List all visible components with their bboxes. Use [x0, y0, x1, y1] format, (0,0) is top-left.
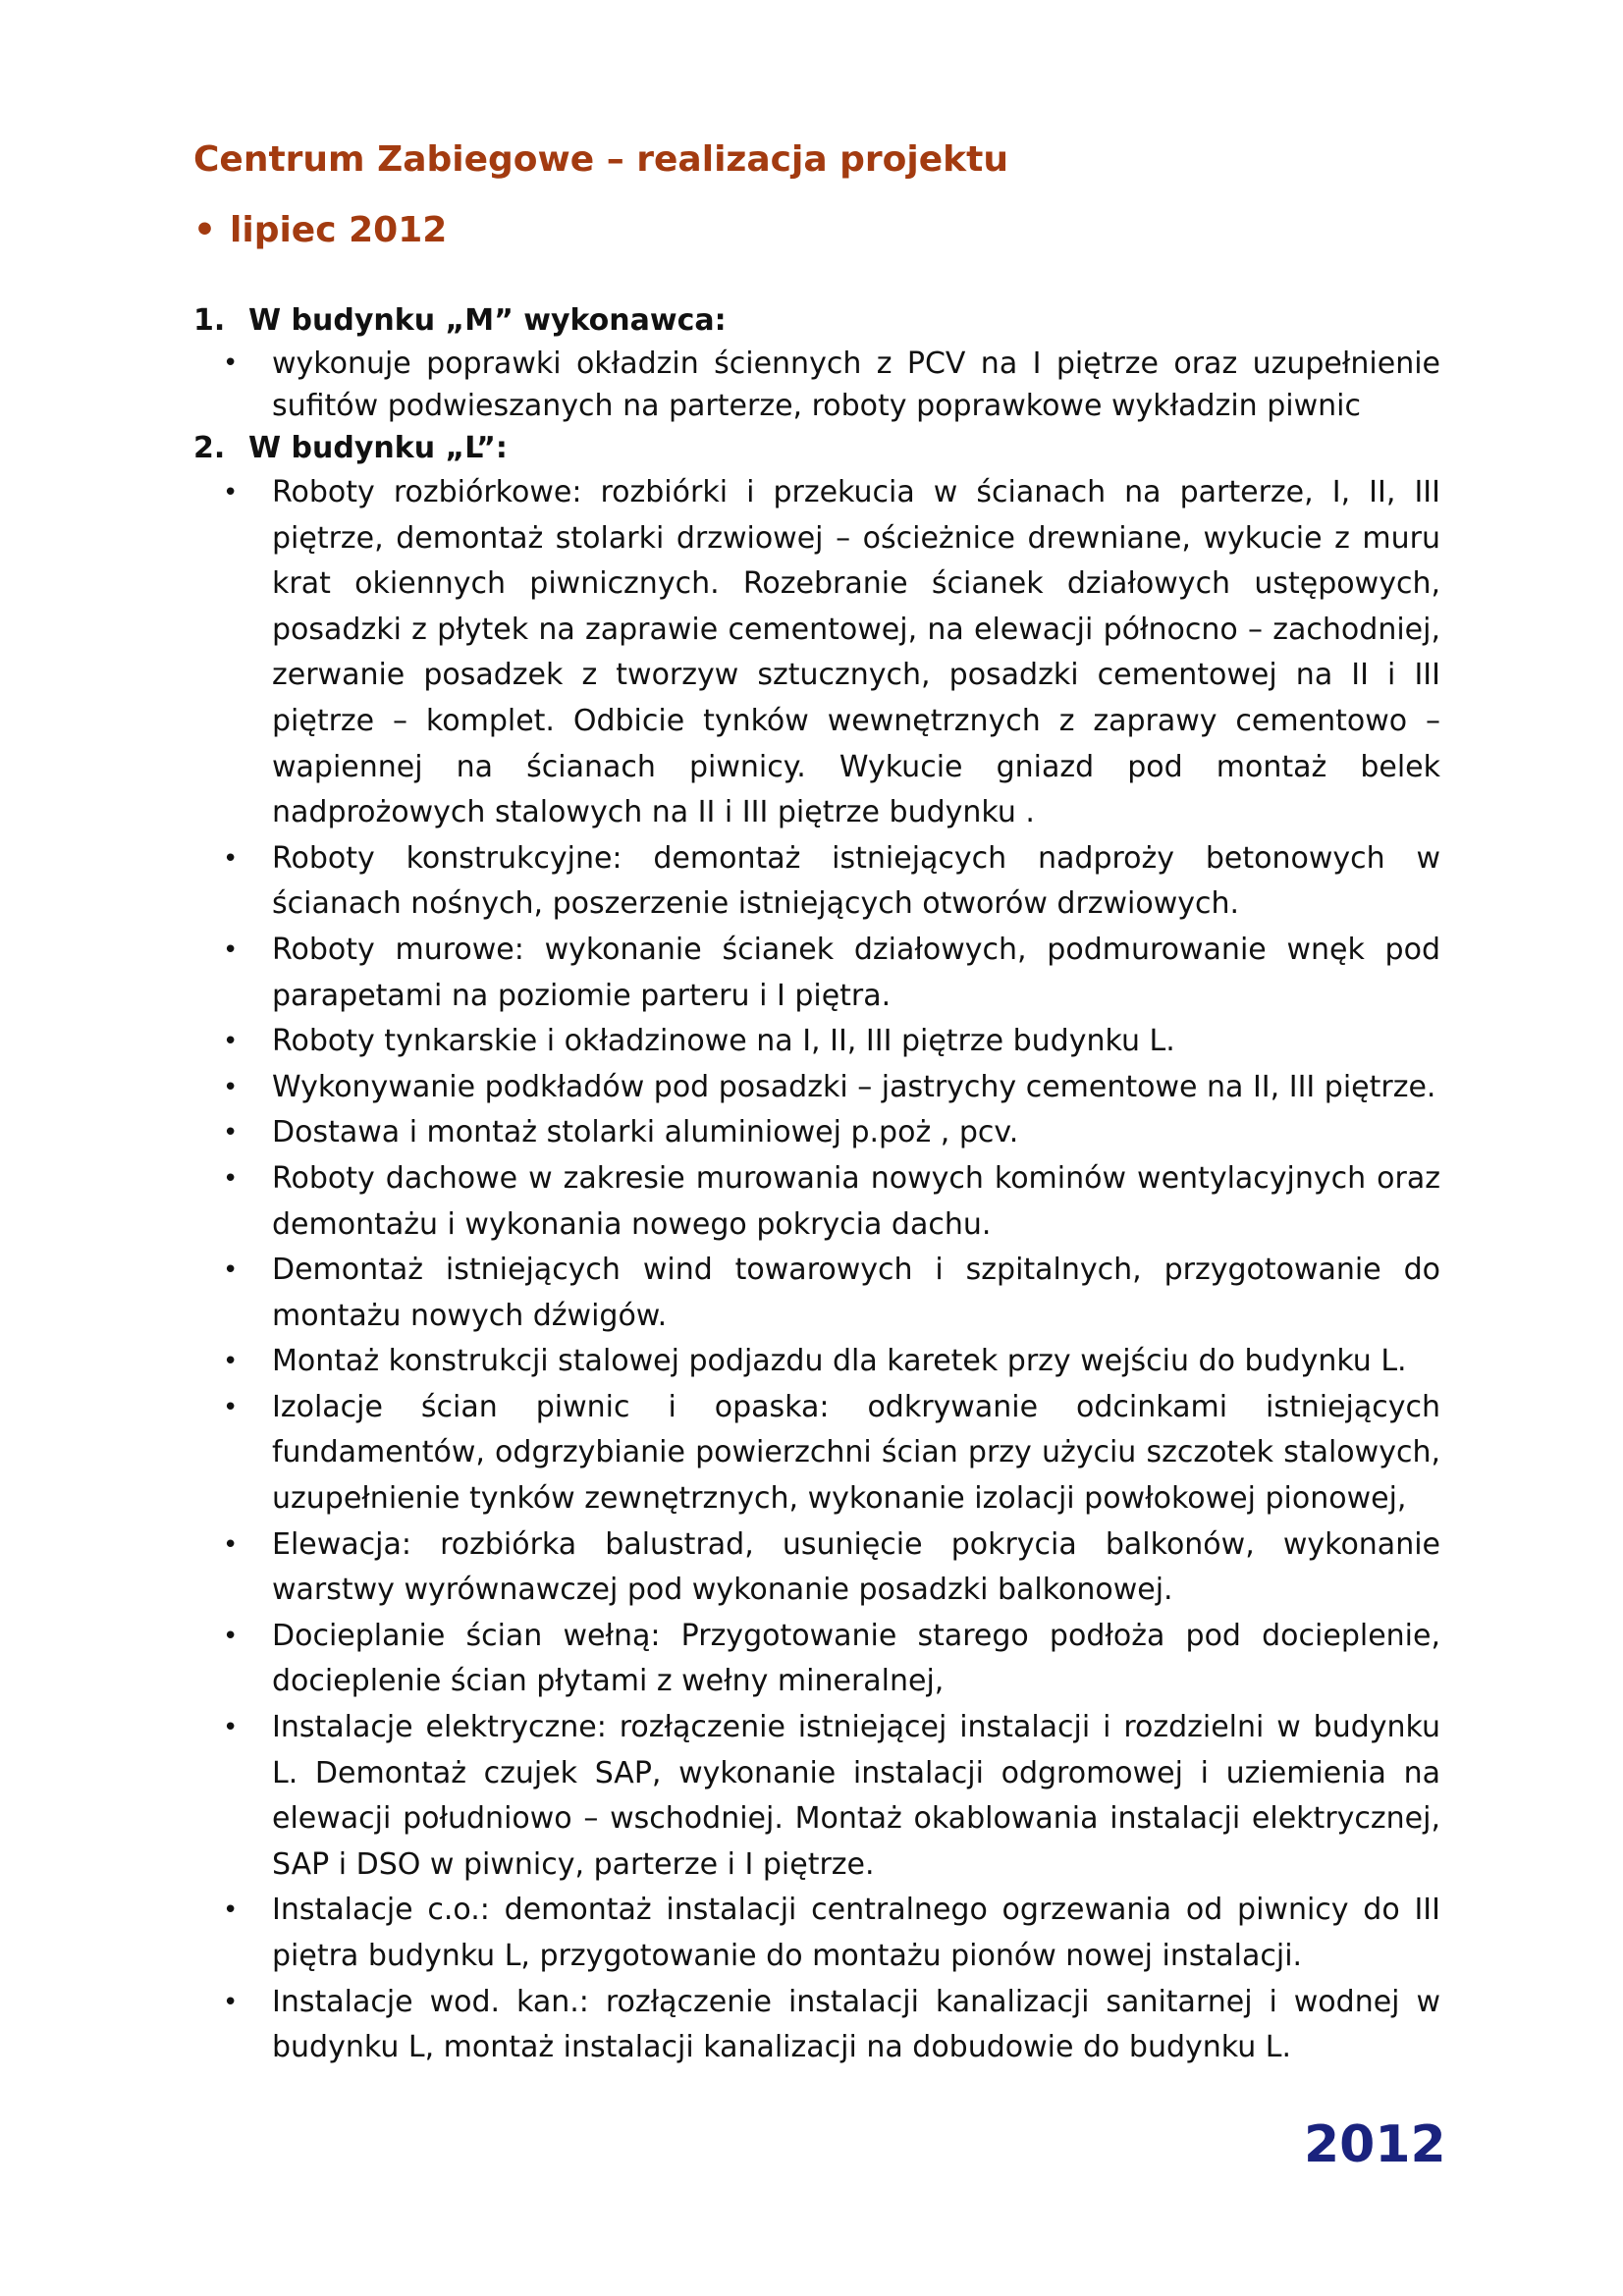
list-item-text: Wykonywanie podkładów pod posadzki – jastrychy cementowe na II, III piętrze. [272, 1069, 1436, 1104]
bullet-icon: • [223, 1072, 239, 1102]
list-item [193, 1156, 1440, 1248]
list-item [193, 928, 1440, 1019]
list-item [193, 1339, 1440, 1385]
subtitle-text: lipiec 2012 [230, 210, 448, 250]
list-item [193, 836, 1440, 928]
list-item-text: Izolacje ścian piwnic i opaska: odkrywanie odcinkami istniejących fundamentów, odgrzybianie powierzchni ścian przy użyciu szczotek stalowych, uzupełnienie tynków zewnętrznych, wykonanie izolacji powłokowej pionowej, [272, 1389, 1440, 1517]
section-heading-text: W budynku „M” wykonawca: [248, 303, 727, 338]
section-number: 1. [193, 303, 226, 338]
list-item-text: Roboty murowe: wykonanie ścianek działowych, podmurowanie wnęk pod parapetami na poziomie parteru i I piętra. [272, 932, 1440, 1013]
section-heading-text: W budynku „L”: [248, 431, 508, 465]
bullet-icon: • [223, 1896, 239, 1926]
bullet-icon: • [223, 1713, 239, 1743]
list-item-text: Instalacje wod. kan.: rozłączenie instalacji kanalizacji sanitarnej i wodnej w budynku L, montaż instalacji kanalizacji na dobudowie do budynku L. [272, 1984, 1440, 2065]
footer-year: 2012 [1304, 2115, 1446, 2174]
section-number: 2. [193, 431, 226, 465]
section-heading [193, 299, 1440, 343]
list-item [193, 343, 1440, 427]
list-item-text: wykonuje poprawki okładzin ściennych z PCV na I piętrze oraz uzupełnienie sufitów podwieszanych na parterze, roboty poprawkowe wykładzin piwnic [272, 347, 1440, 423]
bullet-icon: • [223, 1621, 239, 1651]
list-item [193, 1248, 1440, 1339]
section-heading [193, 427, 1440, 470]
list-item-text: Docieplanie ścian wełną: Przygotowanie starego podłoża pod docieplenie, docieplenie ścian płytami z wełny mineralnej, [272, 1618, 1440, 1699]
list-item-text: Roboty rozbiórkowe: rozbiórki i przekucia w ścianach na parterze, I, II, III piętrze, demontaż stolarki drzwiowej – ościeżnice drewniane, wykucie z muru krat okiennych piwnicznych. Rozebranie ścianek działowych ustępowych, posadzki z płytek na zaprawie cementowej, na elewacji północno – zachodniej, zerwanie posadzek z tworzyw sztucznych, posadzki cementowej na II i III piętrze – komplet. Odbicie tynków wewnętrznych z zaprawy cementowo – wapiennej na ścianach piwnicy. Wykucie gniazd pod montaż belek nadprożowych stalowych na II i III piętrze budynku . [272, 475, 1440, 830]
list-item-text: Dostawa i montaż stolarki aluminiowej p.poż , pcv. [272, 1115, 1019, 1150]
list-item [193, 1065, 1440, 1111]
list-item-text: Roboty tynkarskie i okładzinowe na I, II, III piętrze budynku L. [272, 1024, 1175, 1059]
bullet-icon: • [223, 843, 239, 874]
bullet-icon: • [223, 478, 239, 507]
bullet-icon: • [223, 1163, 239, 1194]
list-item-text: Demontaż istniejących wind towarowych i szpitalnych, przygotowanie do montażu nowych dźwigów. [272, 1253, 1440, 1333]
subtitle-bullet: • [193, 210, 217, 250]
bullet-icon: • [223, 1347, 239, 1377]
list-item [193, 1019, 1440, 1065]
list-item [193, 1888, 1440, 1979]
list-item-text: Instalacje elektryczne: rozłączenie istniejącej instalacji i rozdzielni w budynku L. Demontaż czujek SAP, wykonanie instalacji odgromowej i uziemienia na elewacji południowo – wschodniej. Montaż okablowania instalacji elektrycznej, SAP i DSO w piwnicy, parterze i I piętrze. [272, 1710, 1440, 1882]
list-item [193, 1110, 1440, 1156]
list-item-text: Roboty dachowe w zakresie murowania nowych kominów wentylacyjnych oraz demontażu i wykonania nowego pokrycia dachu. [272, 1160, 1440, 1242]
list-item-text: Instalacje c.o.: demontaż instalacji centralnego ogrzewania od piwnicy do III piętra budynku L, przygotowanie do montażu pionów nowej instalacji. [272, 1893, 1440, 1973]
bullet-icon: • [223, 1118, 239, 1148]
list-item [193, 470, 1440, 836]
bullet-list [193, 343, 1440, 427]
list-item [193, 1705, 1440, 1888]
section-building-m [193, 299, 1440, 427]
list-item [193, 1980, 1440, 2071]
page-subtitle [193, 206, 447, 255]
list-item-text: Roboty konstrukcyjne: demontaż istniejących nadproży betonowych w ścianach nośnych, poszerzenie istniejących otworów drzwiowych. [272, 840, 1440, 922]
bullet-icon: • [223, 1987, 239, 2017]
list-item [193, 1522, 1440, 1614]
bullet-icon: • [223, 1027, 239, 1057]
list-item-text: Montaż konstrukcji stalowej podjazdu dla karetek przy wejściu do budynku L. [272, 1344, 1407, 1379]
list-item [193, 1385, 1440, 1522]
page-title: Centrum Zabiegowe – realizacja projektu [193, 139, 1008, 180]
bullet-icon: • [223, 348, 239, 378]
bullet-icon: • [223, 934, 239, 965]
document-body [193, 299, 1440, 2071]
bullet-icon: • [223, 1255, 239, 1286]
list-item-text: Elewacja: rozbiórka balustrad, usunięcie pokrycia balkonów, wykonanie warstwy wyrównawczej pod wykonanie posadzki balkonowej. [272, 1526, 1440, 1608]
list-item [193, 1614, 1440, 1705]
bullet-icon: • [223, 1529, 239, 1560]
section-building-l [193, 427, 1440, 2071]
bullet-list [193, 470, 1440, 2071]
bullet-icon: • [223, 1392, 239, 1422]
